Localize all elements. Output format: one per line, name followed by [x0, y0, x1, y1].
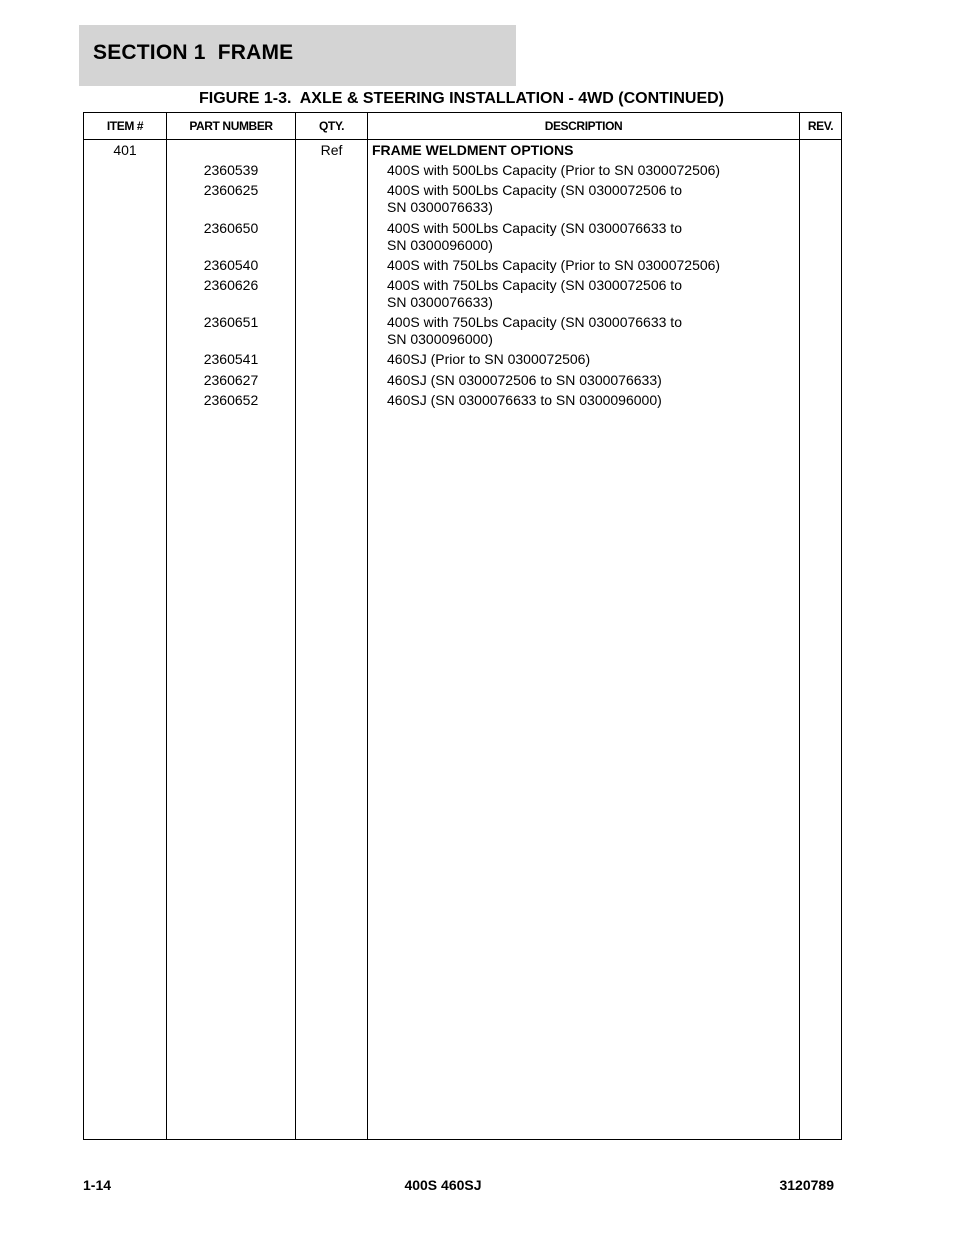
- part-number: 2360541: [203, 351, 259, 368]
- description-line: 400S with 500Lbs Capacity (Prior to SN 0300072506): [387, 162, 721, 179]
- parts-table: [83, 112, 842, 1140]
- header-item: ITEM #: [84, 113, 167, 140]
- part-number: 2360650: [203, 219, 259, 236]
- description-line: 400S with 750Lbs Capacity (SN 0300072506 to: [387, 277, 682, 293]
- part-number: 2360627: [203, 371, 259, 388]
- section-title: SECTION 1 FRAME: [93, 41, 294, 64]
- description-heading: FRAME WELDMENT OPTIONS: [372, 142, 574, 158]
- model-name: 400S 460SJ: [404, 1177, 482, 1193]
- description-line: 460SJ (SN 0300076633 to SN 0300096000): [387, 391, 662, 408]
- item-column: [84, 140, 167, 1140]
- table-header-row: [84, 113, 842, 140]
- description-line: SN 0300076633): [387, 199, 493, 216]
- section-header: [79, 25, 516, 86]
- description-line: SN 0300076633): [387, 294, 493, 310]
- description-line: 400S with 500Lbs Capacity (SN 0300072506 to: [387, 182, 682, 199]
- description-line: SN 0300096000): [387, 331, 493, 348]
- part-number: 2360539: [203, 162, 259, 179]
- header-rev: REV.: [800, 113, 842, 140]
- description-line: SN 0300096000): [387, 236, 493, 253]
- part-number-column: [167, 140, 296, 1140]
- description-line: 400S with 750Lbs Capacity (SN 0300076633 to: [387, 314, 682, 331]
- figure-title: FIGURE 1-3. AXLE & STEERING INSTALLATION - 4WD (CONTINUED): [198, 90, 725, 107]
- document-number: 3120789: [779, 1177, 834, 1193]
- description-line: 460SJ (Prior to SN 0300072506): [387, 351, 591, 368]
- part-number: 2360625: [203, 182, 259, 199]
- description-line: 400S with 750Lbs Capacity (Prior to SN 0300072506): [387, 256, 721, 273]
- header-part-number: PART NUMBER: [167, 113, 296, 140]
- page-number: 1-14: [83, 1177, 112, 1193]
- part-number: 2360652: [203, 391, 259, 408]
- description-line: 460SJ (SN 0300072506 to SN 0300076633): [387, 371, 662, 388]
- rev-column: [800, 140, 842, 1140]
- header-qty: QTY.: [296, 113, 368, 140]
- qty-column: [296, 140, 368, 1140]
- quantity: Ref: [320, 142, 343, 158]
- part-number: 2360540: [203, 256, 259, 273]
- item-number: 401: [113, 142, 137, 158]
- description-line: 400S with 500Lbs Capacity (SN 0300076633 to: [387, 219, 682, 236]
- table-body-row: [84, 140, 842, 1140]
- header-description: DESCRIPTION: [368, 113, 800, 140]
- part-number: 2360626: [203, 277, 259, 293]
- description-column: [368, 140, 800, 1140]
- part-number: 2360651: [203, 314, 259, 331]
